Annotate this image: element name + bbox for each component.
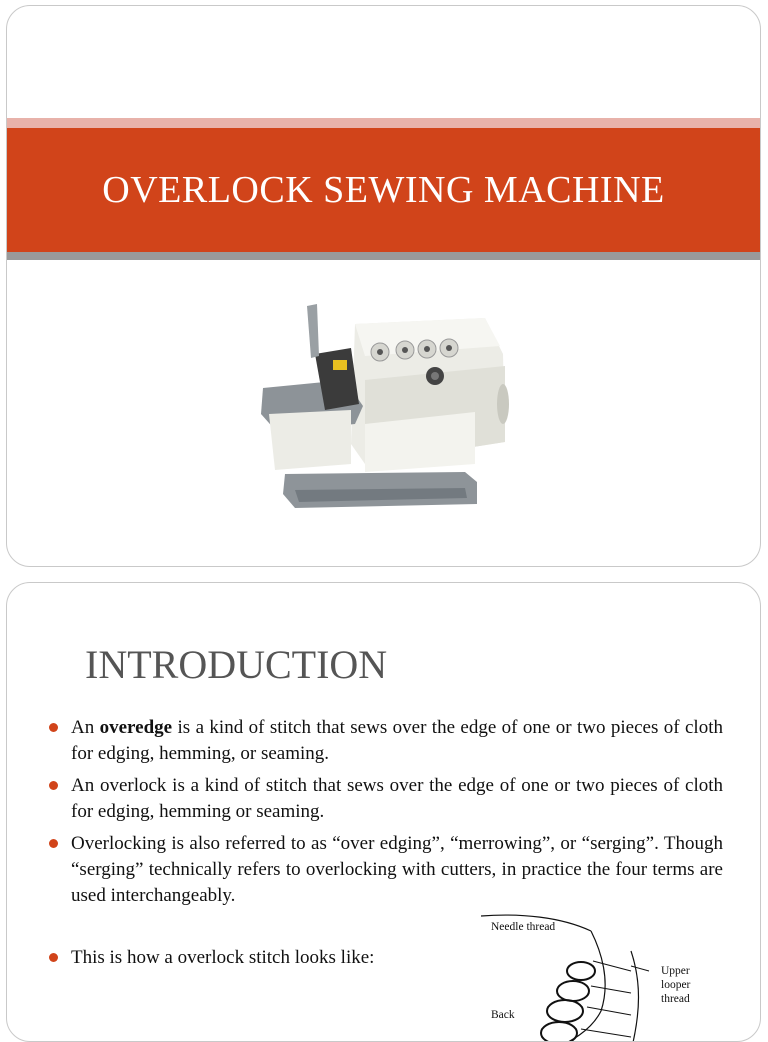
slide-title-text: OVERLOCK SEWING MACHINE — [102, 169, 665, 211]
bullet-list — [47, 715, 723, 915]
label-upper-looper-2: looper — [661, 979, 691, 991]
bullet-bold-term: overedge — [99, 717, 173, 738]
bullet-dot-icon — [49, 781, 58, 790]
overlock-stitch-diagram — [481, 911, 741, 1042]
title-band-main — [7, 128, 760, 252]
label-upper-looper-1: Upper — [661, 965, 690, 977]
title-band-bottom-stripe — [7, 252, 760, 260]
intro-heading: INTRODUCTION — [85, 642, 388, 687]
slide-introduction — [6, 582, 761, 1042]
bullet-item — [47, 945, 451, 971]
bullet-prefix: An — [71, 717, 100, 738]
bullet-rest: is a kind of stitch that sews over the edge of one or two pieces of cloth for edging, hemming, or seaming. — [71, 717, 723, 764]
bullet-dot-icon — [49, 723, 58, 732]
label-back: Back — [491, 1009, 515, 1021]
bullet-dot-icon — [49, 953, 58, 962]
bullet-text: This is how a overlock stitch looks like: — [71, 947, 375, 968]
bullet-item — [47, 773, 723, 825]
title-band-top-stripe — [7, 118, 760, 128]
slide-title — [6, 5, 761, 567]
label-upper-looper-3: thread — [661, 993, 690, 1005]
bullet-text: Overlocking is also referred to as “over edging”, “merrowing”, or “serging”. Though “serging” technically refers to overlocking with cutters, in practice the four terms are used interchangeably. — [71, 833, 723, 906]
overlock-machine-image — [255, 294, 515, 524]
label-needle-thread: Needle thread — [491, 921, 556, 933]
title-band — [7, 118, 760, 260]
bullet-text: An overlock is a kind of stitch that sews over the edge of one or two pieces of cloth for edging, hemming or seaming. — [71, 775, 723, 822]
bullet-item — [47, 715, 723, 767]
bullet-dot-icon — [49, 839, 58, 848]
bullet-item — [47, 831, 723, 909]
